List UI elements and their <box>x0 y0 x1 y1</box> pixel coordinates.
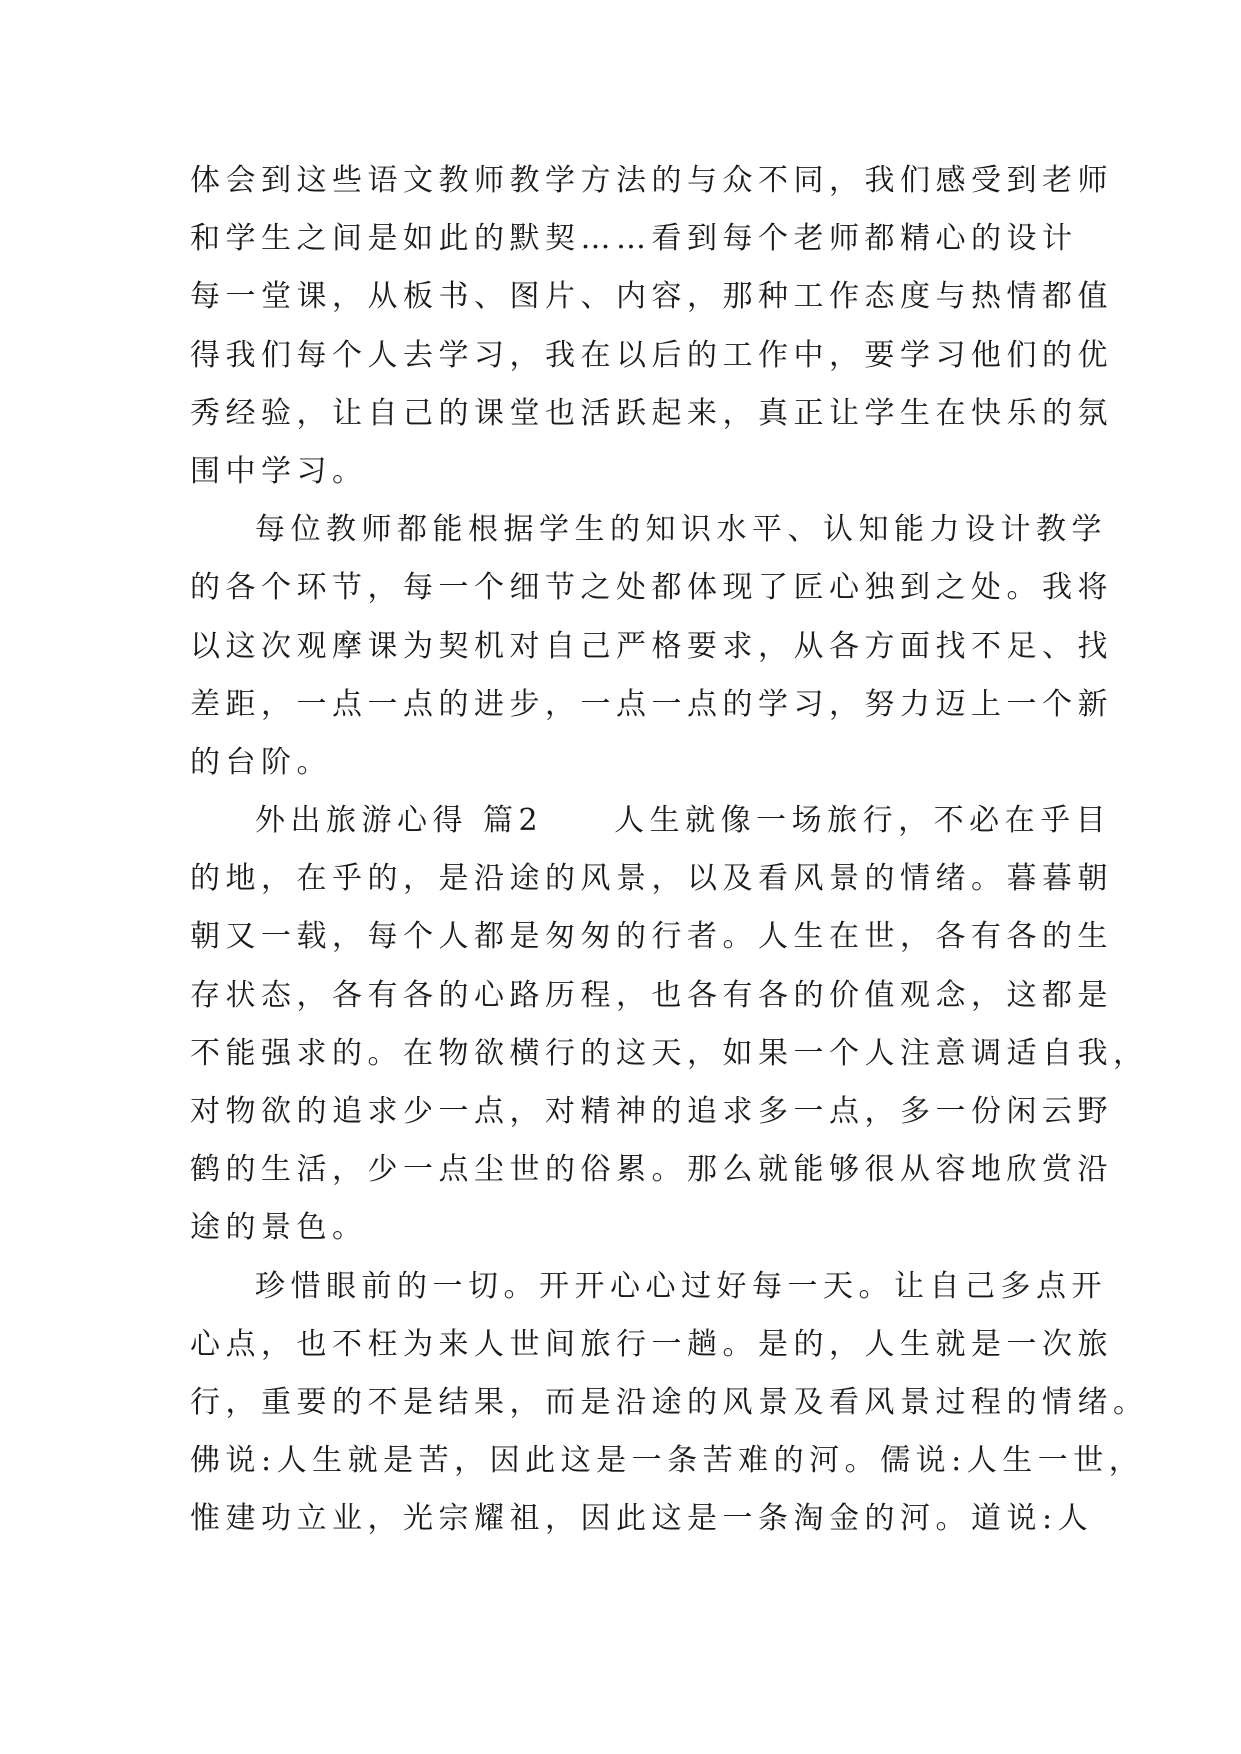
section-heading-line: 外出旅游心得 篇2 人生就像一场旅行，不必在乎目 <box>255 803 1112 839</box>
text-line: 和学生之间是如此的默契……看到每个老师都精心的设计 <box>190 221 1078 257</box>
text-line: 的各个环节，每一个细节之处都体现了匠心独到之处。我将 <box>190 570 1113 606</box>
text-line: 的台阶。 <box>190 744 332 780</box>
text-line: 秀经验，让自己的课堂也活跃起来，真正让学生在快乐的氛 <box>190 395 1113 431</box>
text-line: 鹤的生活，少一点尘世的俗累。那么就能够很从容地欣赏沿 <box>190 1152 1113 1188</box>
text-line: 对物欲的追求少一点，对精神的追求多一点，多一份闲云野 <box>190 1094 1113 1129</box>
text-line: 差距，一点一点的进步，一点一点的学习，努力迈上一个新 <box>190 686 1113 722</box>
text-line: 围中学习。 <box>190 453 368 489</box>
text-line: 的地，在乎的，是沿途的风景，以及看风景的情绪。暮暮朝 <box>190 861 1113 897</box>
body-text <box>190 152 1149 1549</box>
text-line: 途的景色。 <box>190 1210 368 1246</box>
text-line: 佛说:人生就是苦，因此这是一条苦难的河。儒说:人生一世， <box>190 1443 1145 1479</box>
text-line: 每一堂课，从板书、图片、内容，那种工作态度与热情都值 <box>190 279 1113 315</box>
text-line: 行，重要的不是结果，而是沿途的风景及看风景过程的情绪。 <box>190 1384 1149 1420</box>
text-line: 存状态，各有各的心路历程，也各有各的价值观念，这都是 <box>190 977 1113 1013</box>
text-line: 以这次观摩课为契机对自己严格要求，从各方面找不足、找 <box>190 628 1113 664</box>
text-line: 朝又一载，每个人都是匆匆的行者。人生在世，各有各的生 <box>190 919 1113 955</box>
paragraph-start-line: 每位教师都能根据学生的知识水平、认知能力设计教学 <box>255 512 1107 548</box>
text-line: 惟建功立业，光宗耀祖，因此这是一条淘金的河。道说:人 <box>190 1501 1094 1537</box>
text-line: 不能强求的。在物欲横行的这天，如果一个人注意调适自我， <box>190 1035 1149 1071</box>
text-line: 心点，也不枉为来人世间旅行一趟。是的，人生就是一次旅 <box>190 1326 1113 1362</box>
paragraph-start-line: 珍惜眼前的一切。开开心心过好每一天。让自己多点开 <box>255 1268 1107 1304</box>
text-line: 得我们每个人去学习，我在以后的工作中，要学习他们的优 <box>190 337 1113 373</box>
text-line: 体会到这些语文教师教学方法的与众不同，我们感受到老师 <box>190 163 1113 198</box>
